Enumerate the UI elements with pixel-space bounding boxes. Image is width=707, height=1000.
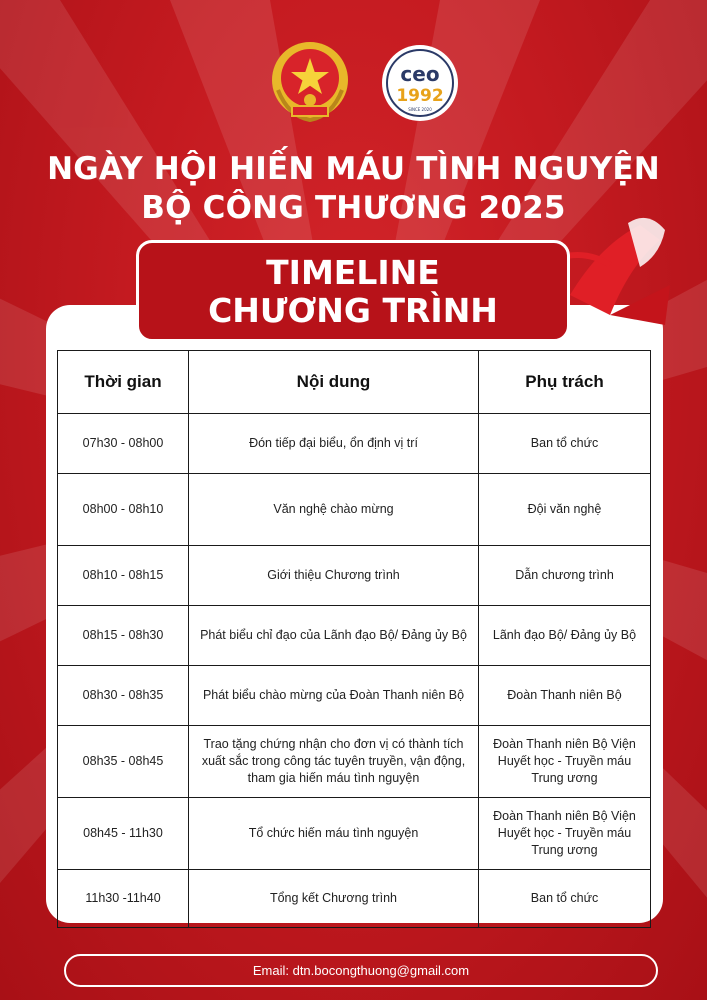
- email-contact[interactable]: Email: dtn.bocongthuong@gmail.com: [64, 954, 658, 987]
- ceo-logo-year: 1992: [396, 86, 444, 106]
- cell-owner: Đội văn nghệ: [479, 474, 651, 546]
- cell-owner: Dẫn chương trình: [479, 546, 651, 606]
- cell-time: 07h30 - 08h00: [58, 414, 189, 474]
- cell-content: Trao tặng chứng nhận cho đơn vị có thành tích xuất sắc trong công tác tuyên truyền, vận động, tham gia hiến máu tình nguyện: [189, 726, 479, 798]
- event-title-line2: BỘ CÔNG THƯƠNG 2025: [141, 190, 566, 226]
- cell-owner: Đoàn Thanh niên Bộ Viện Huyết học - Truyền máu Trung ương: [479, 798, 651, 870]
- timeline-heading-line1: TIMELINE: [266, 253, 440, 292]
- schedule-table: [57, 350, 651, 928]
- table-row: [58, 666, 651, 726]
- ceo-logo-since: SINCE 2020: [408, 107, 432, 112]
- table-row: [58, 798, 651, 870]
- cell-time: 08h30 - 08h35: [58, 666, 189, 726]
- timeline-heading-line2: CHƯƠNG TRÌNH: [208, 291, 498, 330]
- cell-content: Phát biểu chào mừng của Đoàn Thanh niên Bộ: [189, 666, 479, 726]
- cell-time: 08h10 - 08h15: [58, 546, 189, 606]
- cell-owner: Ban tổ chức: [479, 870, 651, 928]
- table-row: [58, 546, 651, 606]
- table-header-row: [58, 351, 651, 414]
- logo-row: [0, 38, 707, 128]
- column-header-owner: Phụ trách: [479, 351, 651, 414]
- cell-time: 11h30 -11h40: [58, 870, 189, 928]
- table-row: [58, 870, 651, 928]
- cell-time: 08h00 - 08h10: [58, 474, 189, 546]
- column-header-time: Thời gian: [58, 351, 189, 414]
- cell-content: Tổ chức hiến máu tình nguyện: [189, 798, 479, 870]
- event-title-line1: NGÀY HỘI HIẾN MÁU TÌNH NGUYỆN: [47, 151, 660, 187]
- table-row: [58, 606, 651, 666]
- table-row: [58, 726, 651, 798]
- cell-time: 08h35 - 08h45: [58, 726, 189, 798]
- table-row: [58, 414, 651, 474]
- timeline-heading: [136, 240, 570, 342]
- cell-owner: Đoàn Thanh niên Bộ Viện Huyết học - Truyền máu Trung ương: [479, 726, 651, 798]
- cell-time: 08h15 - 08h30: [58, 606, 189, 666]
- cell-owner: Lãnh đạo Bộ/ Đảng ủy Bộ: [479, 606, 651, 666]
- ceo-1992-logo-icon: [381, 44, 459, 122]
- cell-content: Đón tiếp đại biểu, ổn định vị trí: [189, 414, 479, 474]
- cell-time: 08h45 - 11h30: [58, 798, 189, 870]
- column-header-content: Nội dung: [189, 351, 479, 414]
- table-row: [58, 474, 651, 546]
- cell-content: Tổng kết Chương trình: [189, 870, 479, 928]
- cell-content: Giới thiệu Chương trình: [189, 546, 479, 606]
- vietnam-national-emblem-icon: [270, 40, 350, 124]
- ceo-logo-text: ceo: [400, 62, 440, 86]
- cell-owner: Ban tổ chức: [479, 414, 651, 474]
- cell-owner: Đoàn Thanh niên Bộ: [479, 666, 651, 726]
- cell-content: Văn nghệ chào mừng: [189, 474, 479, 546]
- cell-content: Phát biểu chỉ đạo của Lãnh đạo Bộ/ Đảng ủy Bộ: [189, 606, 479, 666]
